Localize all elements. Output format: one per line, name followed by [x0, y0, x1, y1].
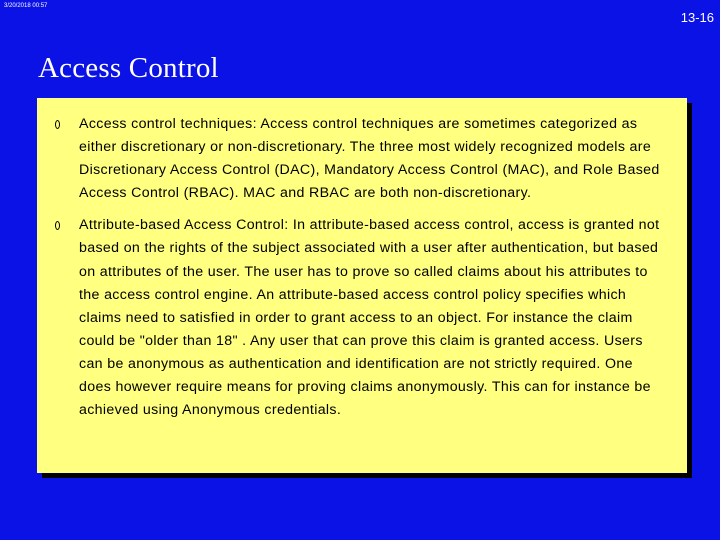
bullet-text: Attribute-based Access Control: In attribute-based access control, access is granted not based on the rights of the subject associated with a user after authentication, but based on attributes of the user. The user has to prove so called claims about his attributes to the access control engine. An attribute-based access control policy specifies which claims need to satisfied in order to grant access to an object. For instance the claim could be "older than 18" . Any user that can prove this claim is granted access. Users can be anonymous as authentication and identification are not strictly required. One does however require means for proving claims anonymously. This can for instance be achieved using Anonymous credentials.	[79, 217, 660, 419]
bullet-item-access-control-techniques	[55, 113, 669, 205]
slide-number: 13-16	[680, 10, 714, 25]
slide-timestamp: 3/20/2018 00:57	[4, 3, 48, 9]
bullet-list	[55, 113, 669, 422]
page-title: Access Control	[38, 52, 219, 84]
hollow-oval-bullet-icon	[55, 120, 60, 129]
content-box	[37, 98, 687, 473]
bullet-text: Access control techniques: Access control techniques are sometimes categorized as either discretionary or non-discretionary. The three most widely recognized models are Discretionary Access Control (DAC), Mandatory Access Control (MAC), and Role Based Access Control (RBAC). MAC and RBAC are both non-discretionary.	[79, 116, 660, 202]
bullet-item-attribute-based-access-control	[55, 214, 669, 422]
hollow-oval-bullet-icon	[55, 221, 60, 230]
